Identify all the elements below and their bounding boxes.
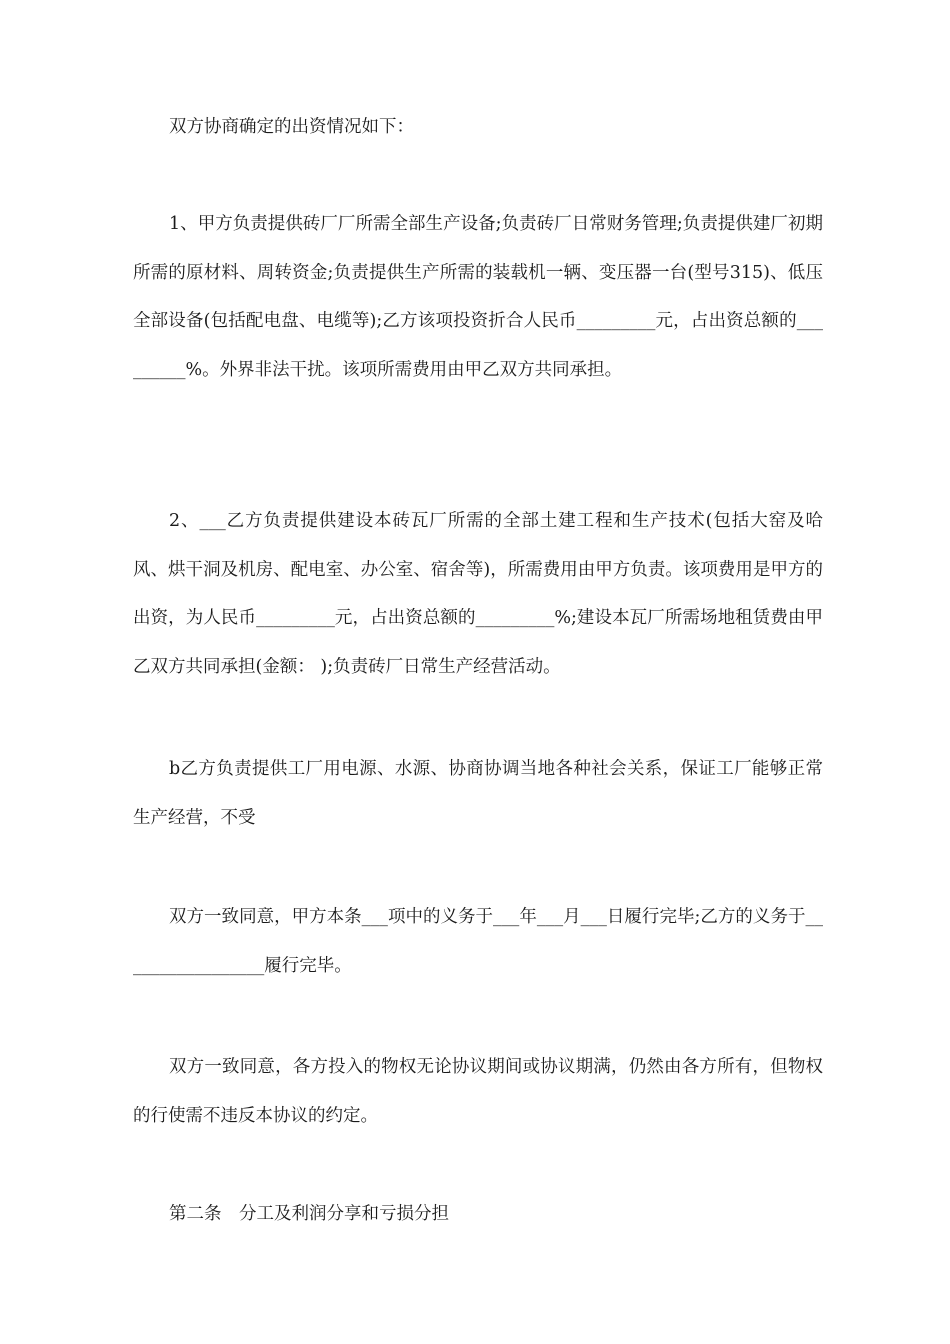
paragraph-party-b-construction: 2、___乙方负责提供建设本砖瓦厂所需的全部土建工程和生产技术(包括大窑及哈风、烘干洞及机房、配电室、办公室、宿舍等)，所需费用由甲方负责。该项费用是甲方的出资，为人民币_________元，占出资总额的_________%;建设本瓦厂所需场地租赁费由甲乙双方共同承担(金额： );负责砖厂日常生产经营活动。	[133, 511, 823, 677]
paragraph-party-a-duties: 1、甲方负责提供砖厂厂所需全部生产设备;负责砖厂日常财务管理;负责提供建厂初期所需的原材料、周转资金;负责提供生产所需的装载机一辆、变压器一台(型号315)、低压全部设备(包括配电盘、电缆等);乙方该项投资折合人民币_________元，占出资总额的_________%。外界非法干扰。该项所需费用由甲乙双方共同承担。	[133, 214, 823, 380]
section-heading-article-two: 第二条 分工及利润分享和亏损分担	[169, 1204, 449, 1224]
paragraph-obligation-deadline: 双方一致同意，甲方本条___项中的义务于___年___月___日履行完毕;乙方的义务于_________________履行完毕。	[133, 907, 823, 976]
paragraph-property-rights: 双方一致同意，各方投入的物权无论协议期间或协议期满，仍然由各方所有，但物权的行使需不违反本协议的约定。	[133, 1057, 823, 1126]
paragraph-party-b-utilities: b乙方负责提供工厂用电源、水源、协商协调当地各种社会关系，保证工厂能够正常生产经营，不受	[133, 759, 823, 828]
paragraph-capital-contribution-intro: 双方协商确定的出资情况如下：	[169, 117, 414, 137]
